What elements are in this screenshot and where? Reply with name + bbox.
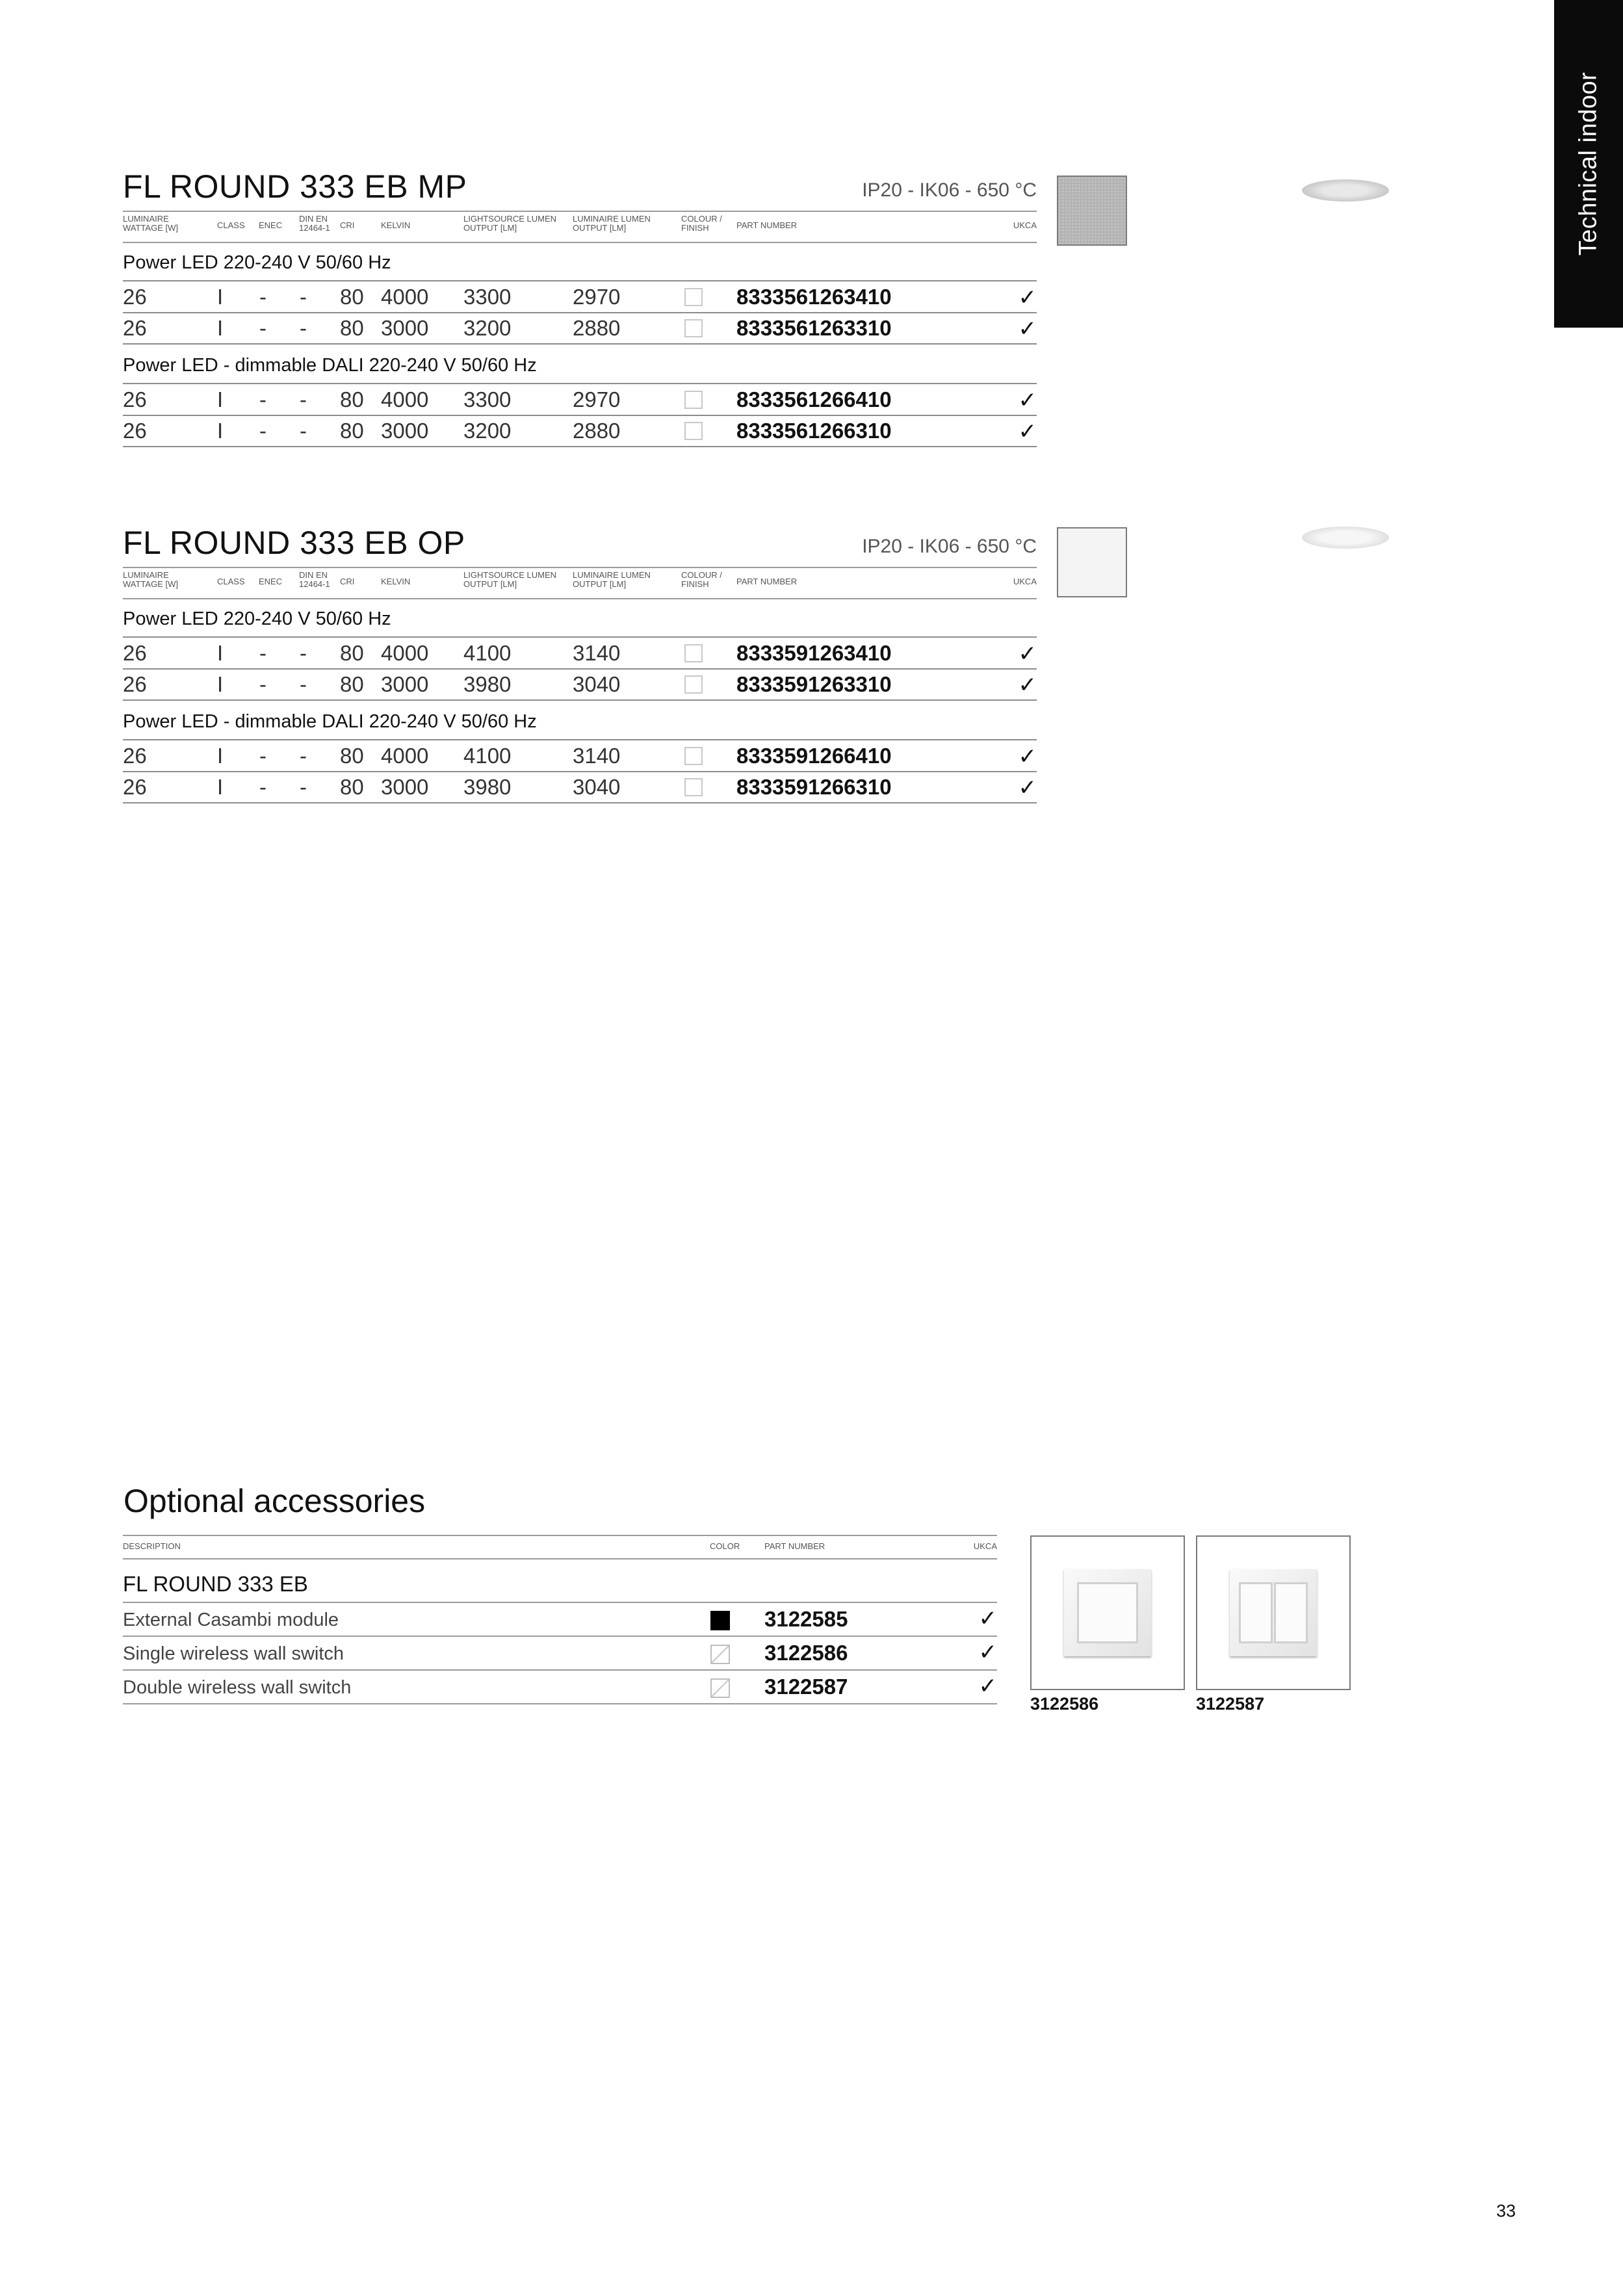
cell-k: 3000 [381,316,429,340]
finish-swatch-white [684,288,703,306]
switch-rocker [1077,1582,1138,1643]
cell-cls: I [217,387,224,411]
cell-w: 26 [123,672,147,696]
part-number: 8333591263310 [736,672,892,696]
cell-cri: 80 [340,285,364,309]
finish-swatch-white [684,422,703,440]
header-class: CLASS [217,577,245,586]
section-tab [1554,0,1623,328]
cell-din: - [300,285,307,309]
part-number: 8333561266310 [736,419,892,443]
cell-din: - [300,744,307,768]
header-ls_lumen [463,215,556,233]
ukca-check-icon: ✓ [1018,642,1037,666]
finish-swatch-microprismatic [1057,176,1127,246]
header-colour-line: COLOUR / [681,214,722,224]
color-swatch-pattern [710,1678,730,1698]
finish-swatch-white [684,675,703,694]
cell-k: 4000 [381,387,429,411]
header-din-line: 12464-1 [299,223,330,233]
page-number: 33 [1496,2201,1516,2221]
lightsource-group-label: Power LED - dimmable DALI 220-240 V 50/60 Hz [123,355,537,376]
cell-w: 26 [123,316,147,340]
table-header [123,211,1037,243]
cell-cri: 80 [340,775,364,799]
part-number: 8333591263410 [736,641,892,665]
cell-ls: 3300 [463,387,512,411]
wall-switch-image [1196,1535,1351,1690]
cell-lum: 2880 [573,419,621,443]
cell-lum: 2970 [573,285,621,309]
header-wattage-line: LUMINAIRE [123,214,169,224]
cell-enec: - [259,419,266,443]
cell-lum: 2970 [573,387,621,411]
accessory-row [123,1671,997,1704]
header-wattage-line: LUMINAIRE [123,570,169,580]
accessories-header [123,1535,997,1559]
cell-w: 26 [123,387,147,411]
cell-cri: 80 [340,387,364,411]
product-title: FL ROUND 333 EB MP [123,168,467,205]
header-colour-line: FINISH [681,579,709,589]
header-cri: CRI [340,577,355,586]
color-swatch-black [710,1611,730,1630]
cell-k: 4000 [381,641,429,665]
cell-din: - [300,316,307,340]
header-din-line: 12464-1 [299,579,330,589]
header-enec: ENEC [259,220,283,230]
accessory-part-number: 3122586 [764,1641,848,1665]
table-row [123,772,1037,803]
cell-cls: I [217,285,224,309]
cell-cri: 80 [340,672,364,696]
header-wattage [123,571,178,589]
header-wattage-line: WATTAGE [W] [123,223,178,233]
cell-w: 26 [123,641,147,665]
header-ukca: UKCA [1013,577,1037,586]
cell-enec: - [259,641,266,665]
cell-k: 3000 [381,419,429,443]
header-ls_lumen [463,571,556,589]
ukca-check-icon: ✓ [1018,317,1037,341]
cell-cri: 80 [340,419,364,443]
header-part-number: PART NUMBER [764,1541,825,1551]
table-row [123,313,1037,345]
header-ukca: UKCA [973,1541,997,1551]
switch-caption: 3122586 [1030,1694,1099,1714]
section-tab-label: Technical indoor [1574,72,1602,256]
cell-enec: - [259,316,266,340]
accessory-description: Single wireless wall switch [123,1643,344,1664]
cell-din: - [300,775,307,799]
cell-k: 4000 [381,744,429,768]
lightsource-group-label: Power LED - dimmable DALI 220-240 V 50/60 Hz [123,711,537,732]
cell-k: 4000 [381,285,429,309]
ukca-check-icon: ✓ [978,1640,997,1665]
cell-cls: I [217,672,224,696]
ukca-check-icon: ✓ [1018,285,1037,310]
ukca-check-icon: ✓ [1018,776,1037,800]
header-lum_lumen-line: LUMINAIRE LUMEN [573,214,651,224]
header-colour-line: COLOUR / [681,570,722,580]
cell-din: - [300,641,307,665]
cell-ls: 3980 [463,672,512,696]
cell-lum: 3140 [573,744,621,768]
color-swatch-pattern [710,1645,730,1664]
product-title: FL ROUND 333 EB OP [123,525,465,561]
cell-ls: 4100 [463,641,512,665]
cell-din: - [300,387,307,411]
luminaire-image-mp [1302,179,1389,202]
table-row [123,670,1037,701]
accessories-title: Optional accessories [123,1483,426,1519]
group-divider [123,383,1037,384]
accessory-description: External Casambi module [123,1610,339,1630]
header-class: CLASS [217,220,245,230]
table-row [123,385,1037,416]
cell-cri: 80 [340,316,364,340]
part-number: 8333561266410 [736,387,892,411]
group-divider [123,636,1037,638]
header-ls_lumen-line: OUTPUT [LM] [463,223,517,233]
cell-cls: I [217,641,224,665]
cell-enec: - [259,387,266,411]
finish-swatch-white [684,319,703,337]
part-number: 8333591266310 [736,775,892,799]
cell-k: 3000 [381,775,429,799]
group-divider [123,739,1037,740]
part-number: 8333591266410 [736,744,892,768]
cell-ls: 3980 [463,775,512,799]
cell-k: 3000 [381,672,429,696]
switch-plate [1064,1569,1151,1656]
cell-enec: - [259,285,266,309]
cell-cls: I [217,316,224,340]
cell-cri: 80 [340,641,364,665]
header-lum_lumen [573,215,651,233]
ukca-check-icon: ✓ [978,1606,997,1631]
finish-swatch-opal [1057,527,1127,597]
header-din-line: DIN EN [299,570,328,580]
cell-w: 26 [123,285,147,309]
table-row [123,638,1037,670]
header-colour [681,215,722,233]
header-kelvin: KELVIN [381,220,411,230]
cell-enec: - [259,744,266,768]
cell-lum: 3040 [573,775,621,799]
switch-rocker [1274,1582,1308,1643]
cell-enec: - [259,672,266,696]
finish-swatch-white [684,391,703,409]
header-part: PART NUMBER [736,220,798,230]
header-cri: CRI [340,220,355,230]
header-ls_lumen-line: LIGHTSOURCE LUMEN [463,214,557,224]
cell-ls: 3300 [463,285,512,309]
cell-w: 26 [123,744,147,768]
wall-switch-image [1030,1535,1185,1690]
ukca-check-icon: ✓ [1018,419,1037,444]
finish-swatch-white [684,778,703,796]
group-divider [123,280,1037,281]
header-color: COLOR [710,1541,740,1551]
header-lum_lumen [573,571,651,589]
header-enec: ENEC [259,577,283,586]
switch-plate [1230,1569,1317,1656]
cell-cri: 80 [340,744,364,768]
header-lum_lumen-line: OUTPUT [LM] [573,579,627,589]
cell-w: 26 [123,775,147,799]
ukca-check-icon: ✓ [1018,673,1037,698]
cell-w: 26 [123,419,147,443]
finish-swatch-white [684,747,703,765]
header-lum_lumen-line: OUTPUT [LM] [573,223,627,233]
cell-din: - [300,419,307,443]
cell-ls: 3200 [463,419,512,443]
switch-rocker [1239,1582,1273,1643]
header-colour [681,571,722,589]
cell-enec: - [259,775,266,799]
finish-swatch-white [684,644,703,662]
accessories-group-divider [123,1602,997,1603]
table-row [123,282,1037,313]
header-wattage [123,215,178,233]
cell-ls: 4100 [463,744,512,768]
header-din [299,571,330,589]
cell-ls: 3200 [463,316,512,340]
part-number: 8333561263310 [736,316,892,340]
header-kelvin: KELVIN [381,577,411,586]
cell-cls: I [217,744,224,768]
lightsource-group-label: Power LED 220-240 V 50/60 Hz [123,608,391,629]
accessory-description: Double wireless wall switch [123,1677,352,1698]
table-row [123,741,1037,772]
header-wattage-line: WATTAGE [W] [123,579,178,589]
ip-rating: IP20 - IK06 - 650 °C [862,536,1037,557]
switch-caption: 3122587 [1196,1694,1265,1714]
accessories-group-label: FL ROUND 333 EB [123,1572,308,1596]
accessory-part-number: 3122587 [764,1675,848,1699]
cell-lum: 3140 [573,641,621,665]
table-header [123,567,1037,599]
cell-cls: I [217,419,224,443]
accessory-row [123,1637,997,1671]
cell-lum: 2880 [573,316,621,340]
header-ls_lumen-line: LIGHTSOURCE LUMEN [463,570,557,580]
ukca-check-icon: ✓ [978,1674,997,1699]
accessory-part-number: 3122585 [764,1607,848,1631]
header-part: PART NUMBER [736,577,798,586]
header-lum_lumen-line: LUMINAIRE LUMEN [573,570,651,580]
accessory-row [123,1603,997,1637]
cell-din: - [300,672,307,696]
header-din [299,215,330,233]
luminaire-image-op [1302,527,1389,549]
table-row [123,416,1037,447]
part-number: 8333561263410 [736,285,892,309]
header-din-line: DIN EN [299,214,328,224]
ukca-check-icon: ✓ [1018,388,1037,413]
header-colour-line: FINISH [681,223,709,233]
header-description: DESCRIPTION [123,1541,181,1551]
header-ls_lumen-line: OUTPUT [LM] [463,579,517,589]
cell-cls: I [217,775,224,799]
header-ukca: UKCA [1013,220,1037,230]
lightsource-group-label: Power LED 220-240 V 50/60 Hz [123,252,391,273]
cell-lum: 3040 [573,672,621,696]
ukca-check-icon: ✓ [1018,744,1037,769]
ip-rating: IP20 - IK06 - 650 °C [862,179,1037,201]
